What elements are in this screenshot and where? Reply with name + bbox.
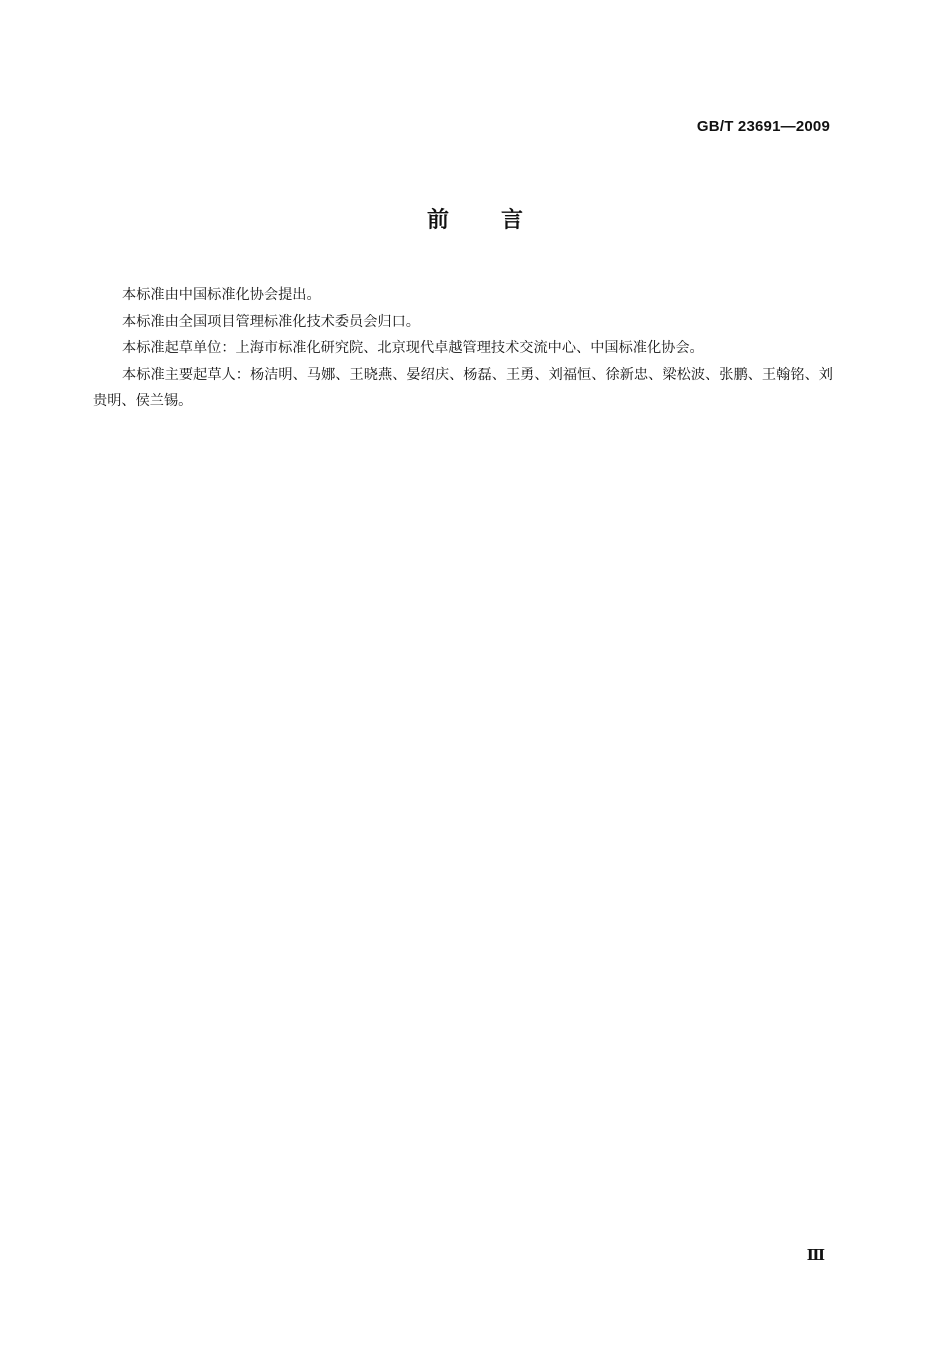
paragraph-drafting-units: 本标准起草单位：上海市标准化研究院、北京现代卓越管理技术交流中心、中国标准化协会。 [122,340,704,356]
foreword-body [93,282,833,415]
paragraph-drafters: 本标准主要起草人：杨洁明、马娜、王晓燕、晏绍庆、杨磊、王勇、刘福恒、徐新忠、梁松波、张鹏、王翰铭、刘贵明、侯兰锡。 [93,366,833,409]
standard-code: GB/T 23691—2009 [696,118,830,135]
paragraph-proposer: 本标准由中国标准化协会提出。 [122,287,321,303]
paragraph-committee: 本标准由全国项目管理标准化技术委员会归口。 [122,313,420,330]
page-number: Ⅲ [806,1246,825,1264]
page-title: 前言 [426,208,575,233]
